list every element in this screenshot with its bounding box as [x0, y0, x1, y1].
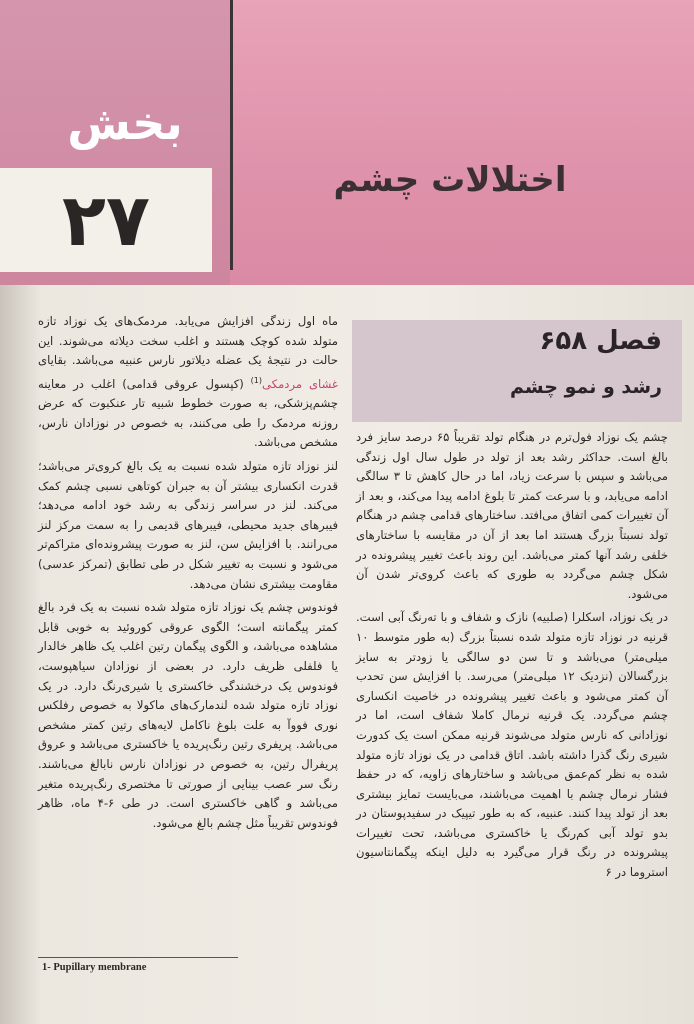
- footnote-rule: [38, 957, 238, 958]
- part-number: ۲۷: [62, 178, 150, 262]
- paragraph: [38, 312, 338, 453]
- paragraph: فوندوس چشم یک نوزاد تازه متولد شده نسبت به یک فرد بالغ کمتر پیگمانته است؛ الگوی عروقی کوروئید به خوبی قابل مشاهده می‌باشد، و الگوی پیگمان رتین اغلب یک ظاهر خالدار یا فلفلی ظریف دارد. در بعضی از نوزادان سیاهپوست، فوندوس یک درخشندگی خاکستری یا شیری‌رنگ دارد. در یک نوزاد تازه متولد شده لندمارک‌های ماکولا به خصوص رفلکس نوری فووآ به علت بلوغ ناکامل لایه‌های رتین کمتر مشخص می‌باشد. پریفری رتین رنگ‌پریده یا خاکستری می‌باشد و عروق پریفرال رتین، به خصوص در نوزادان نارس نابالغ می‌باشند. رنگ سر عصب بینایی از صورتی تا مختصری رنگ‌پریده متغیر می‌باشد و گاهی خاکستری است. در طی ۶-۴ ماه، ظاهر فوندوس تقریباً مثل چشم بالغ می‌شود.: [38, 600, 338, 830]
- highlight-term: غشای مردمکی: [262, 376, 338, 391]
- text-run: (کپسول عروقی قدامی) اغلب در معاینه چشم‌پزشکی، به صورت خطوط شبیه تار عنکبوت که عرض روزنه مردمک را طی می‌کنند، به خصوص در نوزادان نارس، مشخص می‌باشد.: [38, 376, 338, 450]
- paragraph: لنز نوزاد تازه متولد شده نسبت به یک بالغ کروی‌تر می‌باشد؛ قدرت انکساری بیشتر آن به جبران کوتاهی نسبی چشم کمک می‌کند. لنز در سراسر زندگی به رشد خود ادامه می‌دهد؛ فیبرهای جدید محیطی، فیبرهای قدیمی را به سمت مرکز لنز می‌رانند. با افزایش سن، لنز به صورت پیشرونده‌ای متراکم‌تر می‌شود و نسبت به تغییر شکل در طی تطابق (تمرکز عدسی) مقاومت بیشتری نشان می‌دهد.: [38, 459, 338, 591]
- chapter-label: فصل ۶۵۸: [539, 326, 662, 356]
- left-column: [38, 312, 338, 837]
- footnote: 1- Pupillary membrane: [42, 962, 147, 973]
- chapter-title: رشد و نمو چشم: [510, 376, 662, 398]
- paragraph: چشم یک نوزاد فول‌ترم در هنگام تولد تقریباً ۶۵ درصد سایز فرد بالغ است. حداکثر رشد بعد از تولد در طول سال اول زندگی می‌باشد و سپس با سرعت زیاد، اما در حال کاهش تا ۳ سالگی ادامه می‌یابد، و با سرعت کمتر تا بلوغ ادامه پیدا می‌کند، و بعد از آن تغییرات کمی اتفاق می‌افتد. ساختارهای قدامی چشم در هنگام تولد نسبتاً بزرگ هستند اما بعد از آن در مقایسه با ساختارهای خلفی رشد آنها کمتر می‌باشد. این روند باعث تغییر پیشرونده در شکل چشم می‌گردد به طوری که باعث کروی‌تر شدن آن می‌شود.: [356, 430, 669, 601]
- part-word: بخش: [67, 96, 183, 150]
- header-divider: [230, 0, 233, 270]
- footnote-marker: (1): [250, 375, 263, 385]
- paragraph: در یک نوزاد، اسکلرا (صلبیه) نازک و شفاف و با ته‌رنگ آبی است. قرنیه در نوزاد تازه متولد شده نسبتاً بزرگ (به طور متوسط ۱۰ میلی‌متر) می‌باشد و تا سن دو سالگی یا زودتر به سایز بزرگسالان (نزدیک ۱۲ میلی‌متر) می‌رسد. با افزایش سن تحدب آن کمتر می‌شود و باعث تغییر پیشرونده در خاصیت انکساری چشم می‌گردد. یک قرنیه نرمال کاملا شفاف است، اما در نوزادانی که نارس متولد می‌شوند قرنیه ممکن است یک کدورت شیری رنگ گذرا داشته باشد. اتاق قدامی در یک نوزاد تازه متولد شده به نظر کم‌عمق می‌باشد و ساختارهای زاویه، که در حفظ فشار نرمال چشم با اهمیت می‌باشند، می‌بایست تمایز بیشتری بعد از تولد پیدا کنند. عنبیه، که به طور تیپیک در سفیدپوستان در بدو تولد آبی کم‌رنگ یا خاکستری می‌باشد، تحت تغییرات پیشرونده در رنگ قرار می‌گیرد به دلیل اینکه پیگمانتاسیون استروما در ۶: [356, 610, 668, 880]
- part-title: اختلالات چشم: [333, 160, 567, 200]
- right-column: [356, 428, 668, 887]
- text-run: ماه اول زندگی افزایش می‌یابد. مردمک‌های یک نوزاد تازه متولد شده کوچک هستند و اغلب سخت دیلاته می‌شوند. این حالت در نتیجهٔ یک عضله دیلاتور نارس عنبیه می‌باشد. بقایای: [38, 314, 338, 368]
